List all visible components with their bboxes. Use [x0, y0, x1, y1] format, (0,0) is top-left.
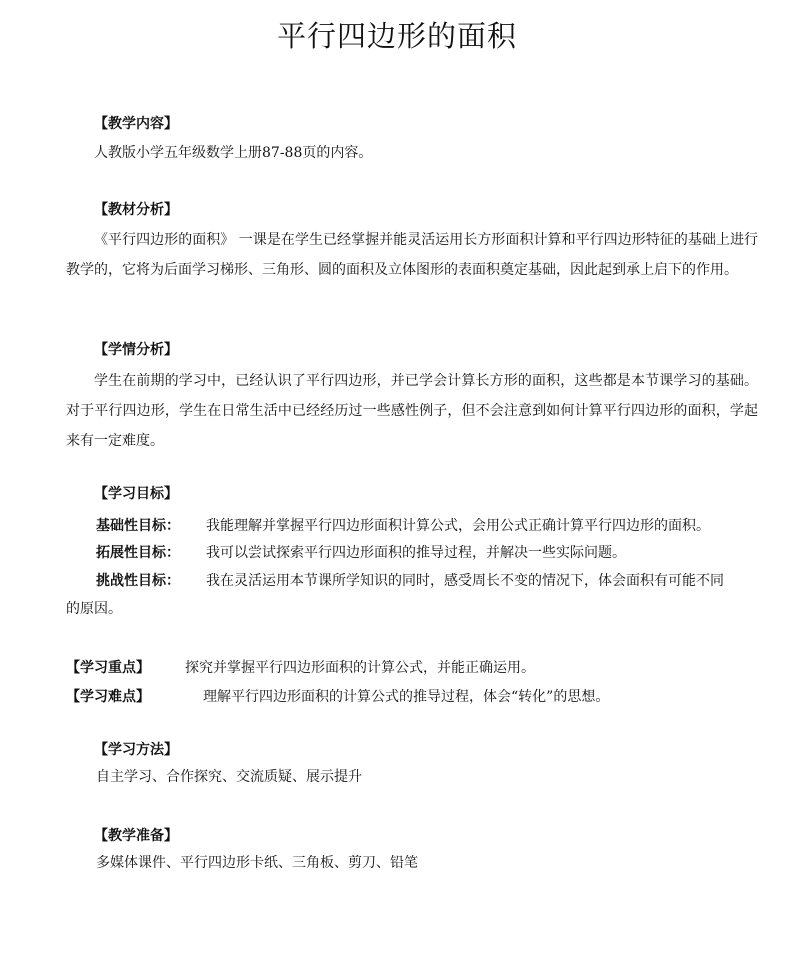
goal-text-challenge: 我在灵活运用本节课所学知识的同时，感受周长不变的情况下，体会面积有可能不同	[206, 573, 724, 589]
section-text-method: 自主学习、合作探究、交流质疑、展示提升	[96, 769, 362, 785]
section-text-content: 人教版小学五年级数学上册87-88页的内容。	[94, 145, 373, 161]
goal-label-challenge: 挑战性目标：	[96, 573, 180, 589]
section-heading-goals: 【学习目标】	[94, 486, 178, 502]
section-heading-keypoint: 【学习重点】	[66, 660, 150, 676]
section-heading-content: 【教学内容】	[94, 116, 178, 132]
section-text-prep: 多媒体课件、平行四边形卡纸、三角板、剪刀、铅笔	[96, 855, 418, 871]
page-title: 平行四边形的面积	[276, 19, 517, 53]
section-heading-method: 【学习方法】	[94, 742, 178, 758]
section-heading-learner: 【学情分析】	[94, 342, 178, 358]
section-heading-material: 【教材分析】	[94, 202, 178, 218]
section-text-material: 《平行四边形的面积》 一课是在学生已经掌握并能灵活运用长方形面积计算和平行四边形特征的基础上进行教学的，它将为后面学习梯形、三角形、圆的面积及立体图形的表面积奠定基础，因此起到承上启下的作用。	[66, 232, 758, 278]
goal-text-extend: 我可以尝试探索平行四边形面积的推导过程，并解决一些实际问题。	[206, 545, 626, 561]
goal-text-basic: 我能理解并掌握平行四边形面积计算公式，会用公式正确计算平行四边形的面积。	[206, 518, 710, 534]
section-text-keypoint: 探究并掌握平行四边形面积的计算公式，并能正确运用。	[185, 660, 535, 676]
section-heading-difficulty: 【学习难点】	[66, 689, 150, 705]
goal-label-basic: 基础性目标：	[96, 518, 180, 534]
goal-text-challenge-continued: 的原因。	[66, 601, 122, 617]
section-text-learner: 学生在前期的学习中，已经认识了平行四边形，并已学会计算长方形的面积，这些都是本节课学习的基础。对于平行四边形，学生在日常生活中已经经历过一些感性例子，但不会注意到如何计算平行四边形的面积，学起来有一定难度。	[66, 373, 758, 449]
section-heading-prep: 【教学准备】	[94, 828, 178, 844]
goal-label-extend: 拓展性目标：	[96, 545, 180, 561]
section-text-difficulty: 理解平行四边形面积的计算公式的推导过程，体会“转化”的思想。	[203, 689, 610, 705]
